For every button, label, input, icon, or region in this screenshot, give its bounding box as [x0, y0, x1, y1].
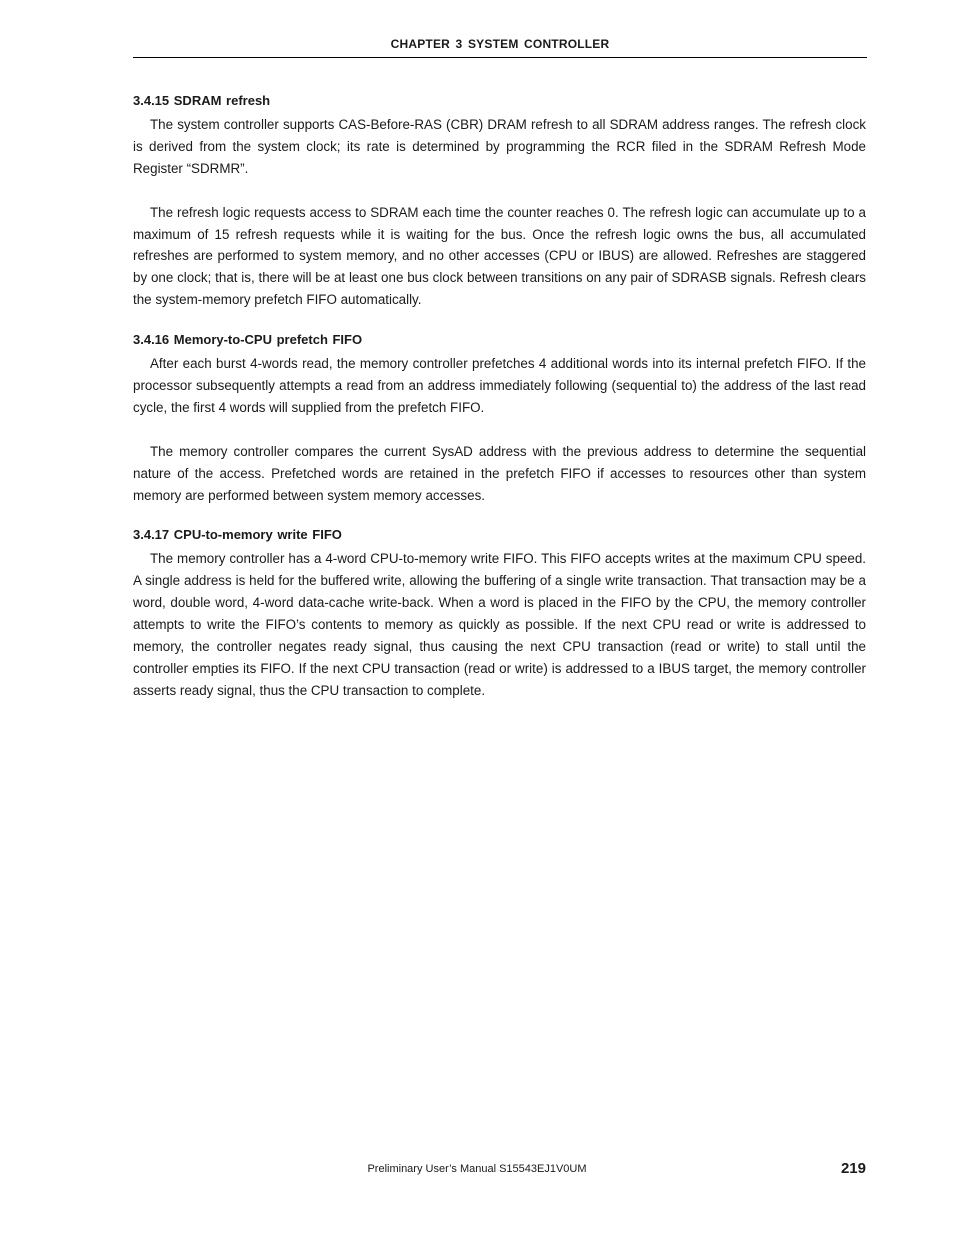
header-rule [133, 57, 867, 58]
section-write-fifo [133, 526, 866, 701]
footer-manual-id: Preliminary User’s Manual S15543EJ1V0UM [367, 1163, 587, 1175]
paragraph: After each burst 4-words read, the memory controller prefetches 4 additional words into its internal prefetch FIFO. If the processor subsequently attempts a read from an address immediately following (sequential to) the address of the last read cycle, the first 4 words will supplied from the prefetch FIFO. [133, 356, 866, 415]
section-heading: 3.4.16 Memory-to-CPU prefetch FIFO [133, 332, 363, 348]
paragraph: The memory controller compares the current SysAD address with the previous address to determine the sequential nature of the access. Prefetched words are retained in the prefetch FIFO if accesses to resources other than system memory are performed between system memory accesses. [133, 443, 866, 503]
paragraph: The memory controller has a 4-word CPU-to-memory write FIFO. This FIFO accepts writes at the maximum CPU speed. A single address is held for the buffered write, allowing the buffering of a single write transaction. That transaction may be a word, double word, 4-word data-cache write-back. When a word is placed in the FIFO by the CPU, the memory controller attempts to write the FIFO’s contents to memory as quickly as possible. If the next CPU read or write is addressed to memory, the controller negates ready signal, thus causing the next CPU transaction (read or write) to stall until the controller empties its FIFO. If the next CPU transaction (read or write) is addressed to a IBUS target, the memory controller asserts ready signal, thus the CPU transaction to complete. [133, 551, 866, 698]
page-body [133, 92, 866, 722]
paragraph: The refresh logic requests access to SDRAM each time the counter reaches 0. The refresh logic can accumulate up to a maximum of 15 refresh requests while it is waiting for the bus. Once the refresh logic owns the bus, all accumulated refreshes are performed to system memory, and no other accesses (CPU or IBUS) are allowed. Refreshes are staggered by one clock; that is, there will be at least one bus clock between transitions on any pair of SDRASB signals. Refresh clears the system-memory prefetch FIFO automatically. [133, 204, 866, 308]
paragraph: The system controller supports CAS-Before-RAS (CBR) DRAM refresh to all SDRAM address ranges. The refresh clock is derived from the system clock; its rate is determined by programming the RCR filed in the SDRAM Refresh Mode Register “SDRMR”. [133, 117, 866, 176]
running-header: CHAPTER 3 SYSTEM CONTROLLER [390, 37, 610, 51]
section-heading: 3.4.15 SDRAM refresh [133, 93, 271, 108]
section-sdram-refresh [133, 92, 866, 311]
section-heading: 3.4.17 CPU-to-memory write FIFO [133, 527, 342, 543]
page-number: 219 [840, 1160, 866, 1177]
section-prefetch-fifo [133, 331, 866, 506]
